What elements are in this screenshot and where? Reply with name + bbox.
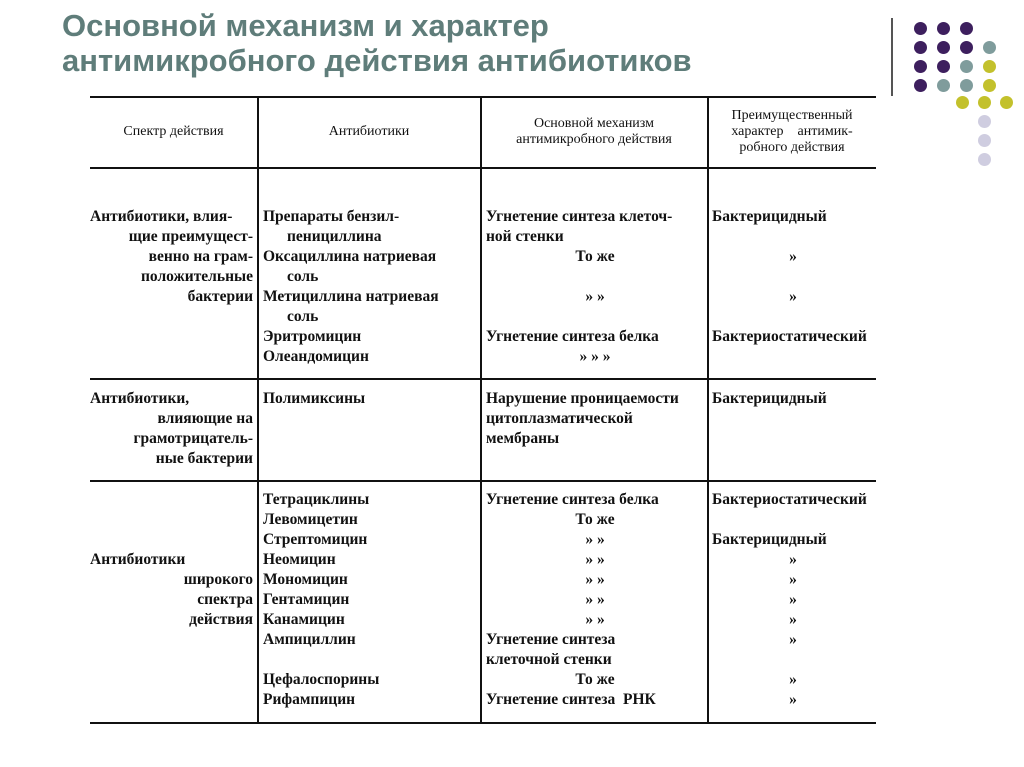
decorative-dot [937, 60, 950, 73]
spectrum-line: грамотрицатель- [133, 430, 253, 447]
spectrum-line: щие преимущест- [128, 228, 253, 245]
antibiotic-line: Ампициллин [263, 631, 356, 648]
title-divider [891, 18, 893, 96]
antibiotic-line: Эритромицин [263, 328, 362, 345]
table-column-rule [707, 96, 709, 724]
spectrum-line: ные бактерии [155, 450, 253, 467]
antibiotic-line: Мономицин [263, 571, 348, 588]
antibiotic-line: Полимиксины [263, 390, 366, 407]
mechanism-line: То же [575, 248, 615, 265]
header-line: Основной механизм [533, 116, 654, 131]
spectrum-line: положительные [140, 268, 253, 285]
decorative-dot [937, 79, 950, 92]
action-type-line: Бактериостатический [712, 328, 867, 345]
antibiotic-line: Цефалоспорины [263, 671, 380, 688]
mechanism-line: Угнетение синтеза белка [486, 491, 659, 508]
decorative-dot [978, 153, 991, 166]
antibiotic-line: Левомицетин [263, 511, 358, 528]
action-type-line: » [789, 671, 797, 688]
decorative-dot [983, 41, 996, 54]
action-type-line: » [789, 571, 797, 588]
spectrum-line: Антибиотики, влия- [90, 208, 233, 225]
decorative-dot [978, 96, 991, 109]
table-header-rule [90, 167, 876, 169]
antibiotic-line: Оксациллина натриевая [263, 248, 437, 265]
slide-title-line-2: антимикробного действия антибиотиков [62, 43, 692, 78]
decorative-dot [914, 41, 927, 54]
spectrum-line: венно на грам- [148, 248, 253, 265]
spectrum-line: спектра [197, 591, 253, 608]
action-type-line: Бактерицидный [712, 390, 827, 407]
header-action-type [708, 108, 876, 156]
mechanism-line: Угнетение синтеза белка [486, 328, 659, 345]
antibiotic-line: Канамицин [263, 611, 345, 628]
table-row-rule [90, 480, 876, 482]
decorative-dot [937, 41, 950, 54]
action-type-line: Бактерицидный [712, 531, 827, 548]
antibiotic-line: Препараты бензил- [263, 208, 400, 225]
decorative-dot [978, 115, 991, 128]
action-type-line: Бактериостатический [712, 491, 867, 508]
decorative-dot [960, 79, 973, 92]
mechanism-line: » » » [579, 348, 611, 365]
decorative-dot [914, 22, 927, 35]
antibiotic-line: Метициллина натриевая [263, 288, 439, 305]
spectrum-line: действия [189, 611, 253, 628]
mechanism-line: ной стенки [486, 228, 564, 245]
mechanism-line: » » [585, 288, 605, 305]
mechanism-line: » » [585, 531, 605, 548]
spectrum-line: Антибиотики [90, 551, 186, 568]
mechanism-line: клеточной стенки [486, 651, 612, 668]
action-type-line: » [789, 288, 797, 305]
antibiotic-line: Неомицин [263, 551, 336, 568]
decorative-dot [1000, 96, 1013, 109]
decorative-dot [937, 22, 950, 35]
decorative-dot [960, 60, 973, 73]
mechanism-line: Угнетение синтеза [486, 631, 616, 648]
antibiotic-line: Стрептомицин [263, 531, 368, 548]
mechanism-line: Угнетение синтеза клеточ- [486, 208, 673, 225]
antibiotic-line: соль [287, 308, 319, 325]
mechanism-line: » » [585, 551, 605, 568]
action-type-line: » [789, 631, 797, 648]
header-antibiotics [258, 124, 480, 140]
antibiotic-line: Гентамицин [263, 591, 350, 608]
mechanism-line: » » [585, 571, 605, 588]
header-spectrum [90, 124, 257, 140]
antibiotic-line: соль [287, 268, 319, 285]
header-line: характер антимик- [731, 124, 853, 139]
header-line: Преимущественный [731, 108, 853, 123]
table-column-rule [480, 96, 482, 724]
header-line: антимикробного действия [516, 132, 672, 147]
spectrum-line: Антибиотики, [90, 390, 190, 407]
table-row-rule [90, 378, 876, 380]
mechanism-line: » » [585, 591, 605, 608]
antibiotics-table [90, 96, 876, 724]
decorative-dot [914, 60, 927, 73]
decorative-dot [960, 22, 973, 35]
spectrum-line: бактерии [187, 288, 253, 305]
mechanism-line: Угнетение синтеза РНК [486, 691, 656, 708]
header-line: робного действия [739, 140, 845, 155]
action-type-line: » [789, 248, 797, 265]
decorative-dot [983, 60, 996, 73]
mechanism-line: То же [575, 511, 615, 528]
decorative-dot [978, 134, 991, 147]
decorative-dot [960, 41, 973, 54]
antibiotic-line: Олеандомицин [263, 348, 369, 365]
action-type-line: Бактерицидный [712, 208, 827, 225]
mechanism-line: То же [575, 671, 615, 688]
header-line: Антибиотики [328, 124, 410, 139]
action-type-line: » [789, 551, 797, 568]
slide-title-line-1: Основной механизм и характер [62, 8, 549, 43]
action-type-line: » [789, 611, 797, 628]
antibiotic-line: пенициллина [287, 228, 382, 245]
mechanism-line: цитоплазматической [486, 410, 633, 427]
mechanism-line: » » [585, 611, 605, 628]
spectrum-line: влияющие на [157, 410, 253, 427]
table-column-rule [257, 96, 259, 724]
antibiotic-line: Тетрациклины [263, 491, 370, 508]
spectrum-line: широкого [183, 571, 253, 588]
action-type-line: » [789, 591, 797, 608]
header-mechanism [481, 116, 707, 148]
table-top-rule [90, 96, 876, 98]
slide-title [62, 8, 892, 78]
mechanism-line: Нарушение проницаемости [486, 390, 679, 407]
decorative-dot [983, 79, 996, 92]
decorative-dot [956, 96, 969, 109]
mechanism-line: мембраны [486, 430, 560, 447]
header-line: Спектр действия [123, 124, 224, 139]
action-type-line: » [789, 691, 797, 708]
table-bottom-rule [90, 722, 876, 724]
antibiotic-line: Рифампицин [263, 691, 356, 708]
decorative-dot [914, 79, 927, 92]
